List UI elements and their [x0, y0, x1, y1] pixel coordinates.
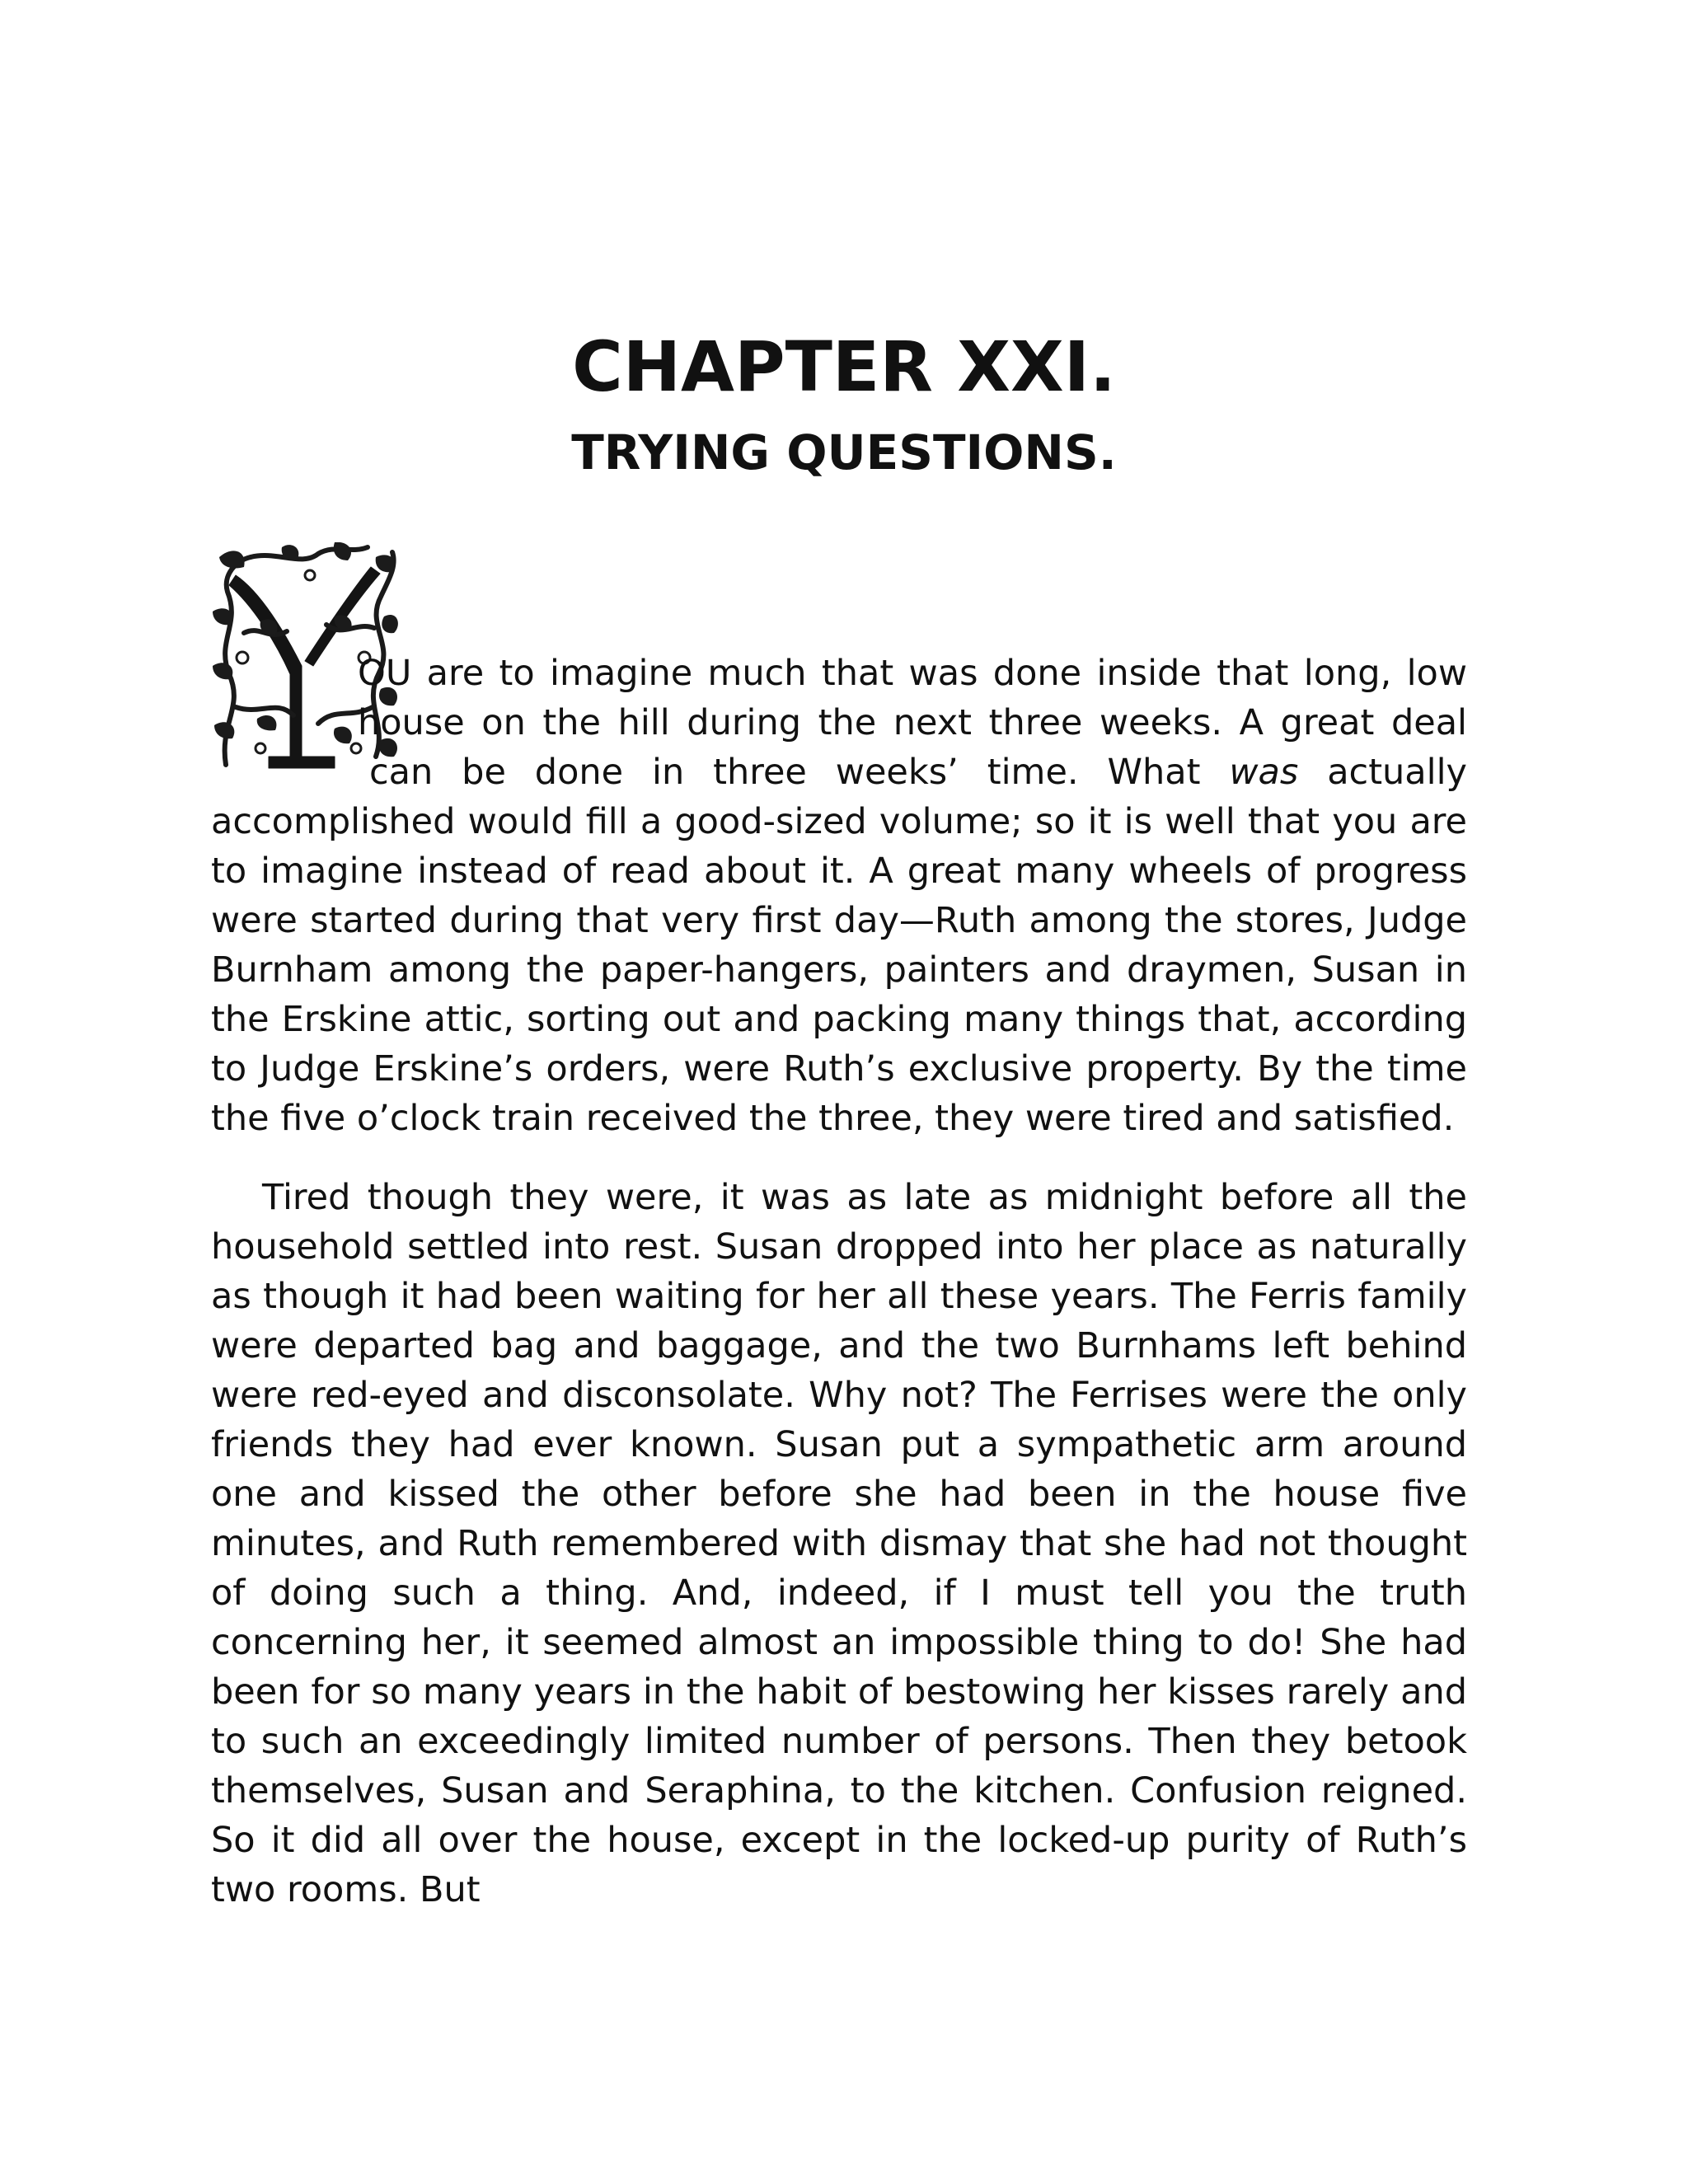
dropcap-space — [211, 649, 358, 748]
paragraph-1 — [211, 649, 1467, 1143]
dropcap-space — [211, 748, 369, 797]
paragraph-2: Tired though they were, it was as late as midnight before all the household settled into rest. Susan dropped into her place as naturally as though it had been waiting for her all these years. The Ferris family were departed bag and baggage, and the two Burnhams left behind were red-eyed and disconsolate. Why not? The Ferrises were the only friends they had ever known. Susan put a sympathetic arm around one and kissed the other before she had been in the house five minutes, and Ruth remembered with dismay that she had not thought of doing such a thing. And, indeed, if I must tell you the truth concerning her, it seemed almost an impossible thing to do! She had been for so many years in the habit of bestowing her kisses rarely and to such an exceedingly limited number of persons. Then they betook themselves, Susan and Seraphina, to the kitchen. Confusion reigned. So it did all over the house, except in the locked-up purity of Ruth’s two rooms. But — [211, 1177, 1467, 1910]
chapter-title: TRYING QUESTIONS. — [571, 424, 1117, 480]
body-text — [211, 649, 1467, 1915]
chapter-number: CHAPTER XXI. — [572, 326, 1116, 407]
paragraph-1-emphasis: was — [1229, 752, 1299, 793]
paragraph-1-lead: OU are to imagine much that was done inside that long, low house on the hill during the next three weeks. A great deal can be done in three weeks’ time. What — [358, 653, 1467, 793]
paragraph-1-tail: actually accomplished would fill a good-sized volume; so it is well that you are to imagine instead of read about it. A great many wheels of progress were started during that very first day—Ruth among the stores, Judge Burnham among the paper-hangers, painters and draymen, Susan in the Erskine attic, sorting out and packing many things that, according to Judge Erskine’s orders, were Ruth’s exclusive property. By the time the five o’clock train received the three, they were tired and satisfied. — [211, 752, 1467, 1139]
